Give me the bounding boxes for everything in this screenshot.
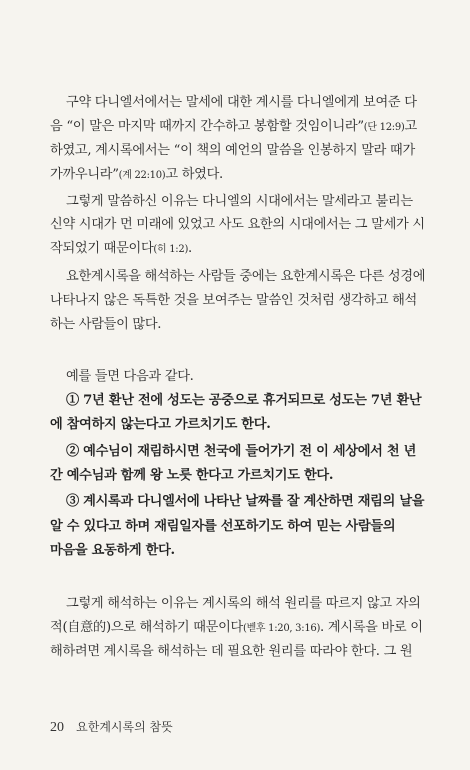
running-title: 요한계시록의 참뜻 [76,720,173,734]
paragraph-2-line-1: 그렇게 말씀하신 이유는 다니엘의 시대에서는 말세라고 불리는 [66,194,413,209]
example-3-line-2: 알 수 있다고 하며 재림일자를 선포하기도 하여 믿는 사람들의 [50,519,396,534]
paragraph-1-line-1: 구약 다니엘서에서는 말세에 대한 계시를 다니엘에게 보여준 다 [66,95,417,110]
example-3-line-1: ③ 계시록과 다니엘서에 나타난 날짜를 잘 계산하면 재림의 날을 [66,494,425,509]
paragraph-4-line-3: 해하려면 계시록을 해석하는 데 필요한 원리를 따라야 한다. 그 원 [50,644,413,659]
scripture-ref-hebrews: (히 1:2) [153,244,189,255]
paragraph-4-line-2-tail: . 계시록을 바로 이 [320,620,423,635]
example-2-line-1: ② 예수님이 재림하시면 천국에 들어가기 전 이 세상에서 천 년 [66,444,417,459]
paragraph-3-line-3: 하는 사람들이 많다. [50,317,162,332]
paragraph-4-line-2 [50,617,422,640]
paragraph-1-line-4 [50,164,422,187]
paragraph-1-line-4-tail: 고 하였다. [165,167,223,182]
examples-intro: 예를 들면 다음과 같다. [66,369,194,384]
paragraph-2-line-3 [50,238,422,261]
paragraph-3-line-1: 요한계시록을 해석하는 사람들 중에는 요한계시록은 다른 성경에 [66,269,426,284]
example-2-line-2: 간 예수님과 함께 왕 노릇 한다고 가르치기도 한다. [50,468,334,483]
paragraph-2-line-3-text: 작되었기 때문이다 [50,241,154,256]
paragraph-1-line-2-tail: 고 [404,119,417,134]
paragraph-1-line-2-text: 음 “이 말은 마지막 때까지 간수하고 봉함할 것임이니라” [50,119,364,134]
paragraph-1-line-3: 하였고, 계시록에서는 “이 책의 예언의 말씀을 인봉하지 말라 때가 [50,143,415,158]
paragraph-1-line-4-text: 가까우니라” [50,167,119,182]
paragraph-2-line-3-tail: . [188,241,192,256]
paragraph-2-line-2: 신약 시대가 먼 미래에 있었고 사도 요한의 시대에서는 그 말세가 시 [50,217,425,232]
scripture-ref-daniel: (단 12:9) [363,122,405,133]
paragraph-4-line-1: 그렇게 해석하는 이유는 계시록의 해석 원리를 따르지 않고 자의 [66,596,421,611]
scripture-ref-peter: (벧후 1:20, 3:16) [242,623,321,634]
example-1-line-2: 에 참여하지 않는다고 가르치기도 한다. [50,417,271,432]
paragraph-3-line-2: 나타나지 않은 독특한 것을 보여주는 말씀인 것처럼 생각하고 해석 [50,293,417,308]
page-footer [50,718,173,736]
paragraph-1-line-2 [50,116,422,139]
page-number: 20 [50,720,64,735]
example-1-line-1: ① 7년 환난 전에 성도는 공중으로 휴거되므로 성도는 7년 환난 [66,393,422,408]
paragraph-4-line-2-text: 적(自意的)으로 해석하기 때문이다 [50,620,243,635]
example-3-line-3: 마음을 요동하게 한다. [50,543,175,558]
scripture-ref-revelation: (계 22:10) [118,170,166,181]
